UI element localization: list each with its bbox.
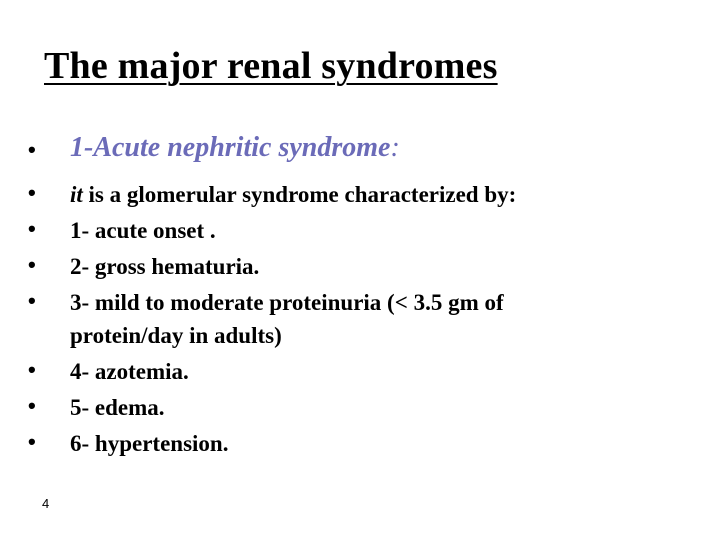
intro-lead: it (70, 182, 83, 207)
list-item-azotemia: 4- azotemia. (70, 359, 189, 384)
list-item-proteinuria-continued: protein/day in adults) (70, 323, 282, 348)
bullet-icon: • (28, 288, 36, 313)
section-heading (70, 132, 400, 164)
list-item-edema: 5- edema. (70, 395, 165, 420)
list-item-hypertension: 6- hypertension. (70, 431, 229, 456)
section-heading-colon: : (390, 132, 400, 163)
list-item-intro (70, 183, 516, 206)
bullet-icon: • (28, 216, 36, 241)
section-heading-text: 1-Acute nephritic syndrome (70, 132, 391, 163)
intro-rest: is a glomerular syndrome characterized by: (82, 182, 517, 207)
page-number: 4 (42, 496, 50, 511)
bullet-icon: • (28, 357, 36, 382)
bullet-icon: • (28, 429, 36, 454)
bullet-icon: • (28, 252, 36, 277)
bullet-icon: • (28, 180, 36, 205)
slide-title: The major renal syndromes (44, 45, 498, 87)
bullet-icon: • (28, 137, 36, 162)
list-item-onset: 1- acute onset . (70, 218, 216, 243)
list-item-hematuria: 2- gross hematuria. (70, 254, 260, 279)
list-item-proteinuria: 3- mild to moderate proteinuria (< 3.5 gm of (70, 290, 504, 315)
bullet-icon: • (28, 393, 36, 418)
